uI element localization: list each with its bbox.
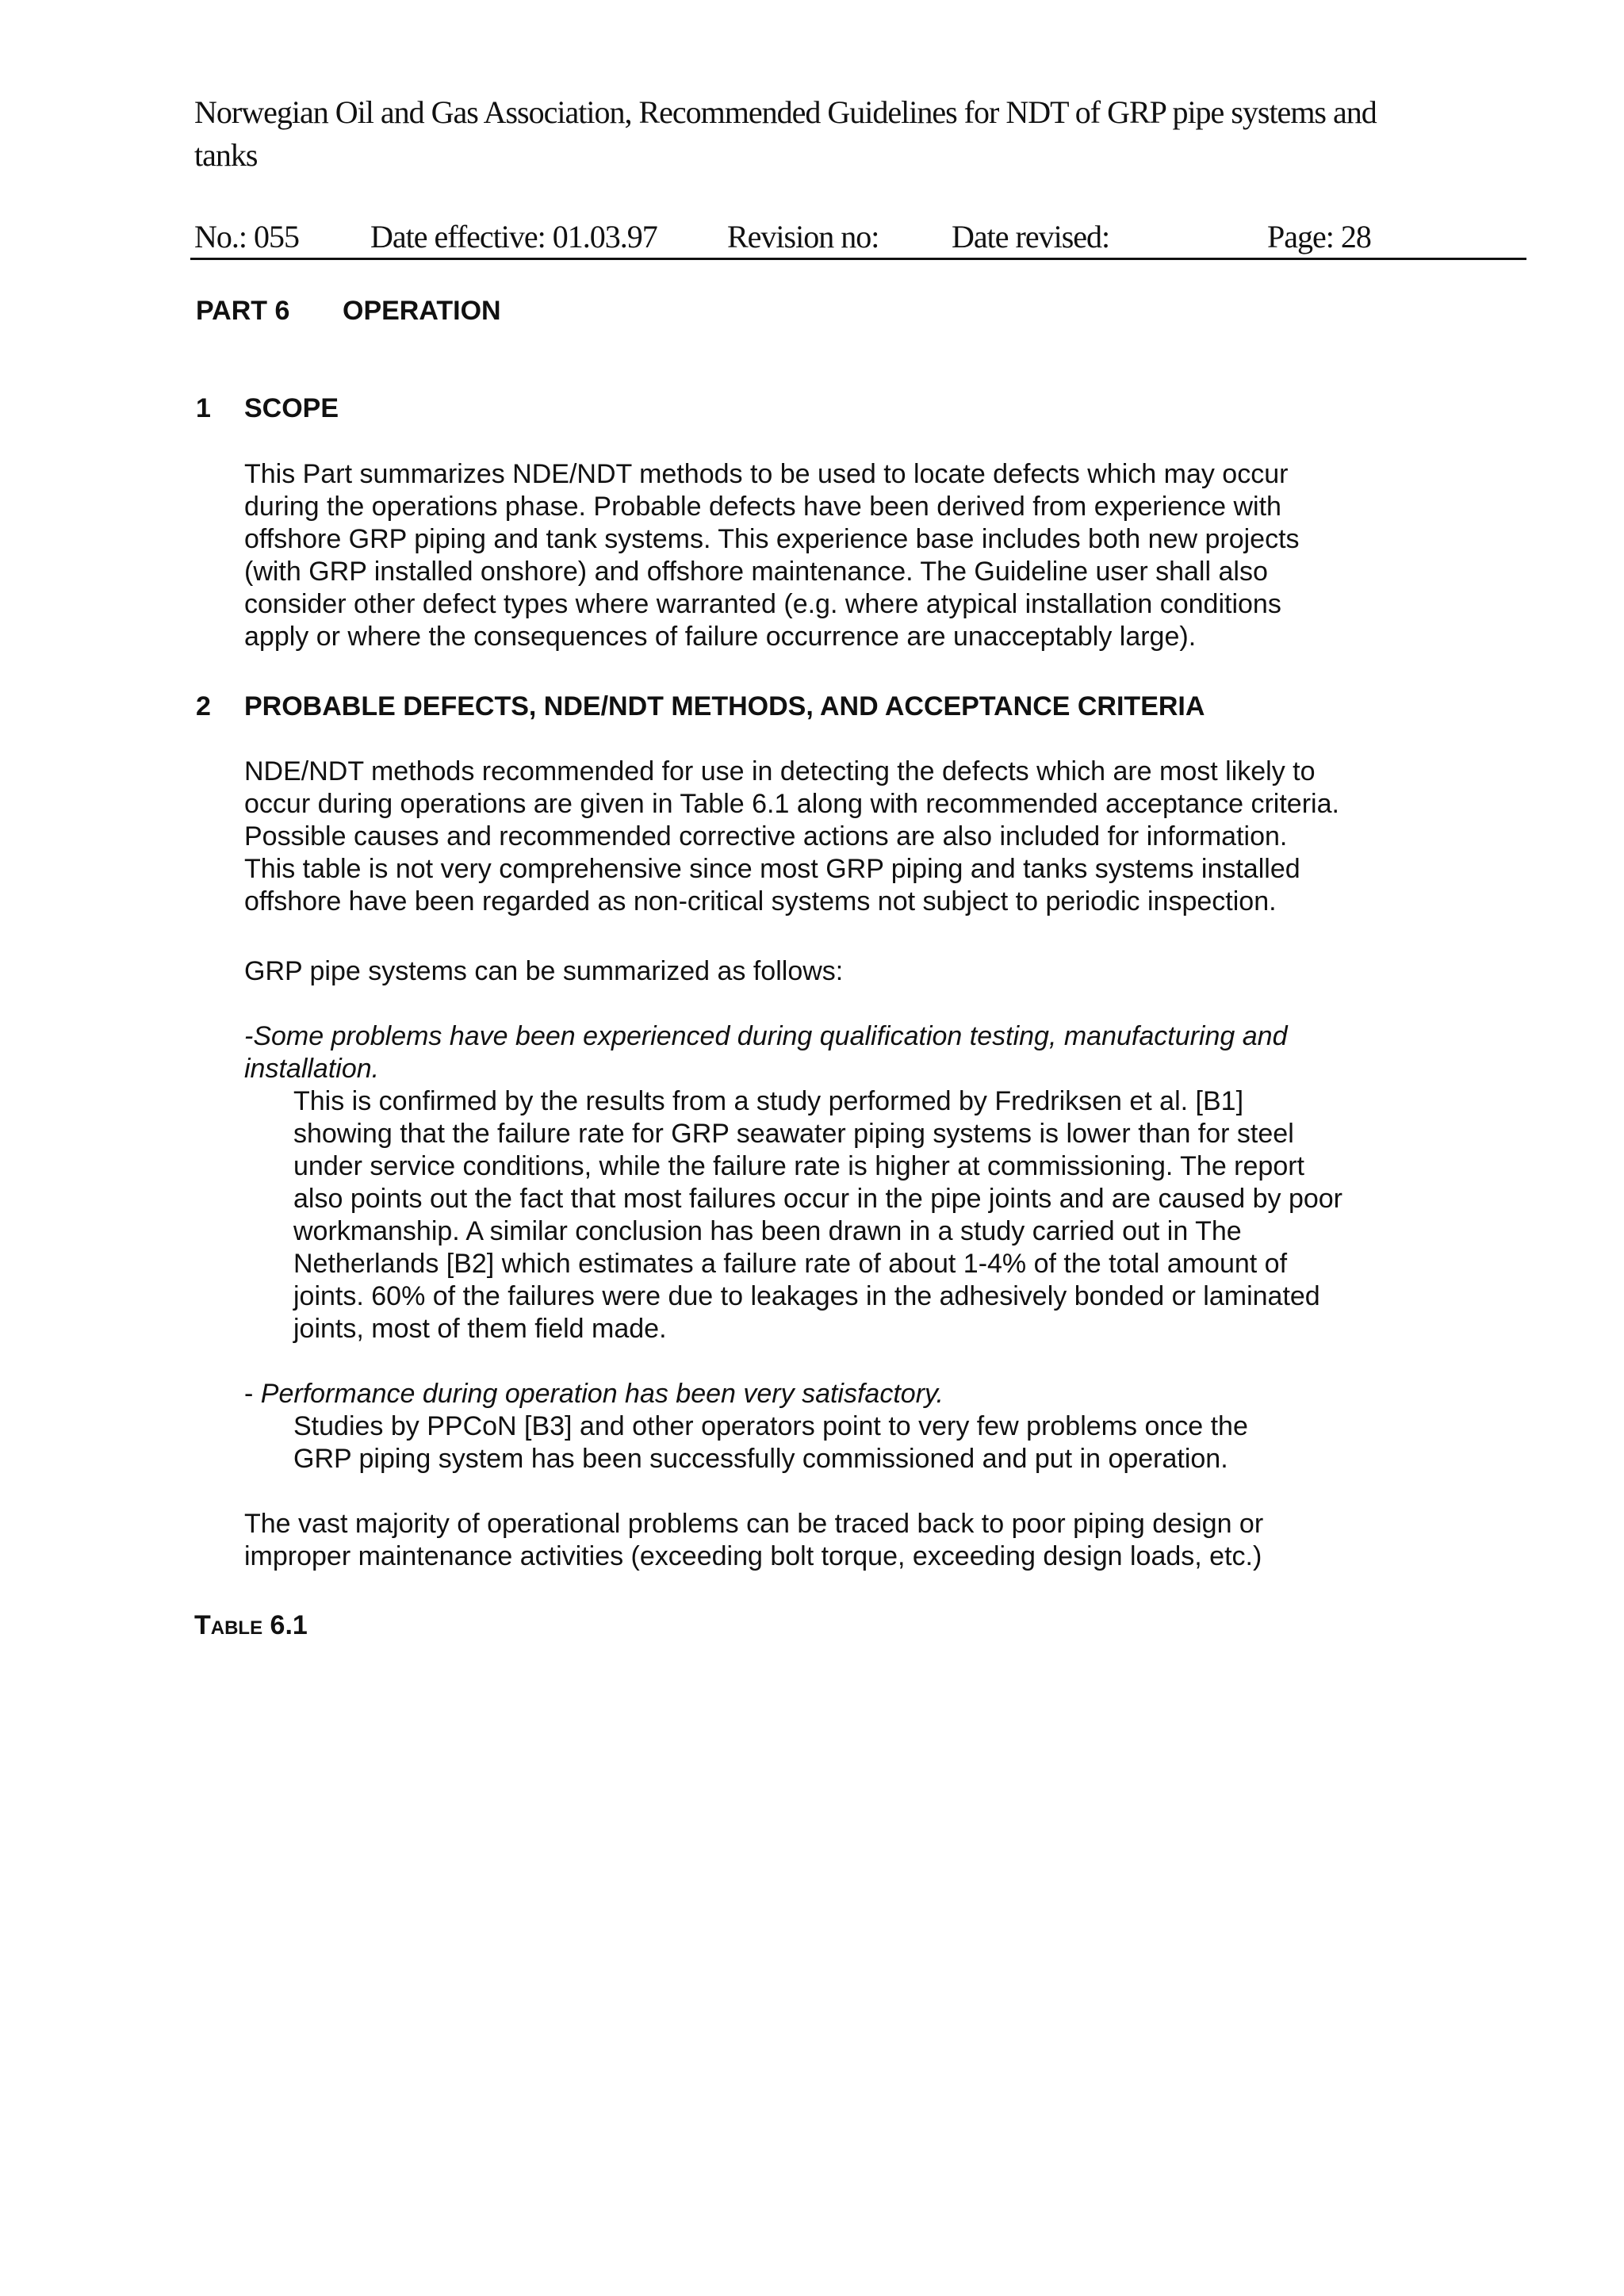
document-title-line-1: Norwegian Oil and Gas Association, Recommended Guidelines for NDT of GRP pipe systems and bbox=[194, 94, 1377, 130]
point-1-line: joints, most of them field made. bbox=[293, 1314, 667, 1344]
revision-number: Revision no: bbox=[727, 219, 879, 254]
point-1-line: Netherlands [B2] which estimates a failure rate of about 1-4% of the total amount of bbox=[293, 1249, 1288, 1279]
document-title bbox=[194, 91, 1542, 177]
section-2-title: PROBABLE DEFECTS, NDE/NDT METHODS, AND ACCEPTANCE CRITERIA bbox=[244, 691, 1205, 721]
intro-line: NDE/NDT methods recommended for use in detecting the defects which are most likely to bbox=[244, 756, 1316, 786]
scope-line: consider other defect types where warranted (e.g. where atypical installation conditions bbox=[244, 589, 1281, 619]
point-1-heading-line: -Some problems have been experienced during qualification testing, manufacturing and bbox=[244, 1021, 1288, 1051]
scope-line: offshore GRP piping and tank systems. This experience base includes both new projects bbox=[244, 524, 1300, 554]
scope-line: apply or where the consequences of failure occurrence are unacceptably large). bbox=[244, 622, 1197, 652]
point-2-line: Studies by PPCoN [B3] and other operators point to very few problems once the bbox=[293, 1411, 1248, 1441]
point-1-line: This is confirmed by the results from a study performed by Fredriksen et al. [B1] bbox=[293, 1086, 1244, 1116]
page-number: Page: 28 bbox=[1267, 219, 1371, 254]
intro-line: occur during operations are given in Table 6.1 along with recommended acceptance criteria. bbox=[244, 789, 1339, 819]
intro-line: This table is not very comprehensive since most GRP piping and tanks systems installed bbox=[244, 854, 1300, 884]
date-revised: Date revised: bbox=[952, 219, 1110, 254]
summary-line: GRP pipe systems can be summarized as follows: bbox=[244, 956, 844, 986]
document-title-line-2: tanks bbox=[194, 137, 258, 173]
intro-line: offshore have been regarded as non-critical systems not subject to periodic inspection. bbox=[244, 886, 1277, 916]
header-divider bbox=[190, 258, 1526, 260]
point-1-line: under service conditions, while the failure rate is higher at commissioning. The report bbox=[293, 1151, 1304, 1181]
point-2-line: GRP piping system has been successfully commissioned and put in operation. bbox=[293, 1444, 1228, 1474]
date-effective: Date effective: 01.03.97 bbox=[370, 219, 657, 254]
section-1-number: 1 bbox=[196, 393, 211, 423]
scope-line: This Part summarizes NDE/NDT methods to be used to locate defects which may occur bbox=[244, 459, 1289, 489]
point-2-title: Performance during operation has been very satisfactory. bbox=[260, 1379, 944, 1409]
scope-paragraph bbox=[244, 458, 1300, 653]
part-title: OPERATION bbox=[343, 296, 501, 326]
point-1-heading bbox=[244, 1020, 1287, 1085]
closing-line: The vast majority of operational problems can be traced back to poor piping design or bbox=[244, 1509, 1264, 1539]
scope-line: (with GRP installed onshore) and offshore maintenance. The Guideline user shall also bbox=[244, 557, 1268, 587]
intro-line: Possible causes and recommended corrective actions are also included for information. bbox=[244, 821, 1288, 851]
point-1-line: workmanship. A similar conclusion has been drawn in a study carried out in The bbox=[293, 1216, 1242, 1246]
point-1-heading-line: installation. bbox=[244, 1054, 380, 1084]
document-number: No.: 055 bbox=[194, 219, 299, 254]
closing-paragraph bbox=[244, 1508, 1263, 1573]
point-1-line: showing that the failure rate for GRP seawater piping systems is lower than for steel bbox=[293, 1119, 1294, 1149]
point-2-dash: - bbox=[244, 1379, 261, 1409]
document-meta-row bbox=[194, 214, 1526, 260]
section-2-number: 2 bbox=[196, 691, 211, 721]
point-1-line: also points out the fact that most failures occur in the pipe joints and are caused by poor bbox=[293, 1184, 1342, 1214]
section-2-intro bbox=[244, 756, 1339, 918]
part-number: PART 6 bbox=[196, 296, 290, 326]
scope-line: during the operations phase. Probable defects have been derived from experience with bbox=[244, 492, 1281, 522]
point-1-line: joints. 60% of the failures were due to leakages in the adhesively bonded or laminated bbox=[293, 1281, 1320, 1311]
closing-line: improper maintenance activities (exceeding bolt torque, exceeding design loads, etc.) bbox=[244, 1541, 1262, 1571]
point-2-body bbox=[293, 1410, 1248, 1475]
section-1-title: SCOPE bbox=[244, 393, 339, 423]
point-2-heading bbox=[244, 1378, 944, 1410]
table-caption: Table 6.1 bbox=[194, 1610, 308, 1640]
point-1-body bbox=[293, 1085, 1342, 1345]
